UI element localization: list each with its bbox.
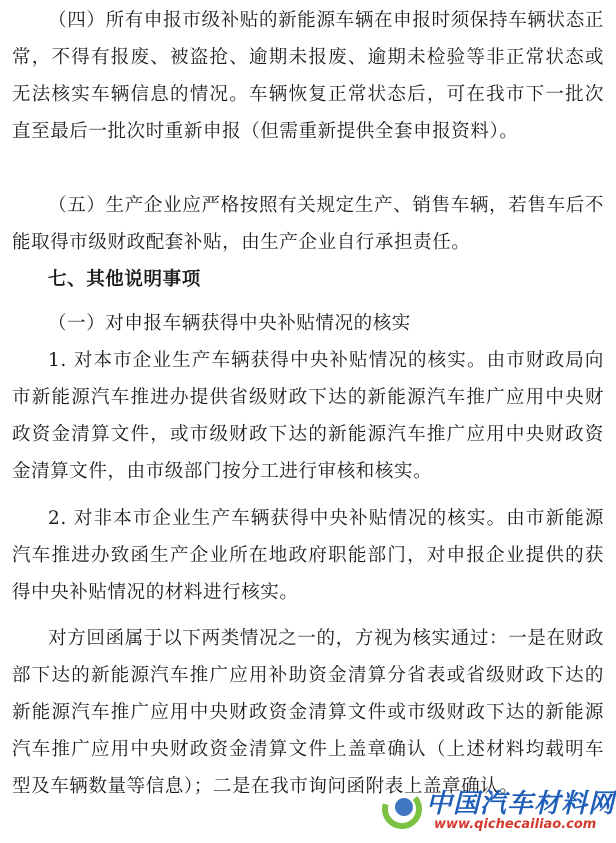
- paragraph-item-5: [12, 187, 604, 261]
- paragraph-verification: [12, 620, 604, 805]
- paragraph-item-5-text: （五）生产企业应严格按照有关规定生产、销售车辆，若售车后不能取得市级财政配套补贴，由生产企业自行承担责任。: [12, 195, 604, 253]
- watermark-logo-icon: [380, 785, 424, 829]
- paragraph-item-4-text: （四）所有申报市级补贴的新能源车辆在申报时须保持车辆状态正常，不得有报废、被盗抢、逾期未报废、逾期未检验等非正常状态或无法核实车辆信息的情况。车辆恢复正常状态后，可在我市下一批次直至最后一批次时重新申报（但需重新提供全套申报资料）。: [12, 10, 604, 142]
- paragraph-item-1-text: 1. 对本市企业生产车辆获得中央补贴情况的核实。由市财政局向市新能源汽车推进办提供省级财政下达的新能源汽车推广应用中央财政资金清算文件，或市级财政下达的新能源汽车推广应用中央财政资金清算文件，由市级部门按分工进行审核和核实。: [12, 350, 604, 482]
- paragraph-item-1: [12, 342, 604, 490]
- paragraph-verification-text: 对方回函属于以下两类情况之一的，方视为核实通过：一是在财政部下达的新能源汽车推广应用补助资金清算分省表或省级财政下达的新能源汽车推广应用中央财政资金清算文件或市级财政下达的新能源汽车推广应用中央财政资金清算文件上盖章确认（上述材料均载明车型及车辆数量等信息）；二是在我市询问函附表上盖章确认。: [12, 628, 604, 797]
- paragraph-item-4: [12, 2, 604, 150]
- subsection-heading-1: （一）对申报车辆获得中央补贴情况的核实: [48, 313, 411, 334]
- paragraph-item-2: [12, 500, 604, 611]
- watermark-title: 中国汽车材料网: [426, 789, 616, 819]
- paragraph-item-2-text: 2. 对非本市企业生产车辆获得中央补贴情况的核实。由市新能源汽车推进办致函生产企业所在地政府职能部门，对申报企业提供的获得中央补贴情况的材料进行核实。: [12, 508, 604, 603]
- watermark: [380, 783, 616, 839]
- section-heading-7: 七、其他说明事项: [48, 269, 201, 290]
- watermark-url: www.qichecailiao.com: [434, 817, 597, 832]
